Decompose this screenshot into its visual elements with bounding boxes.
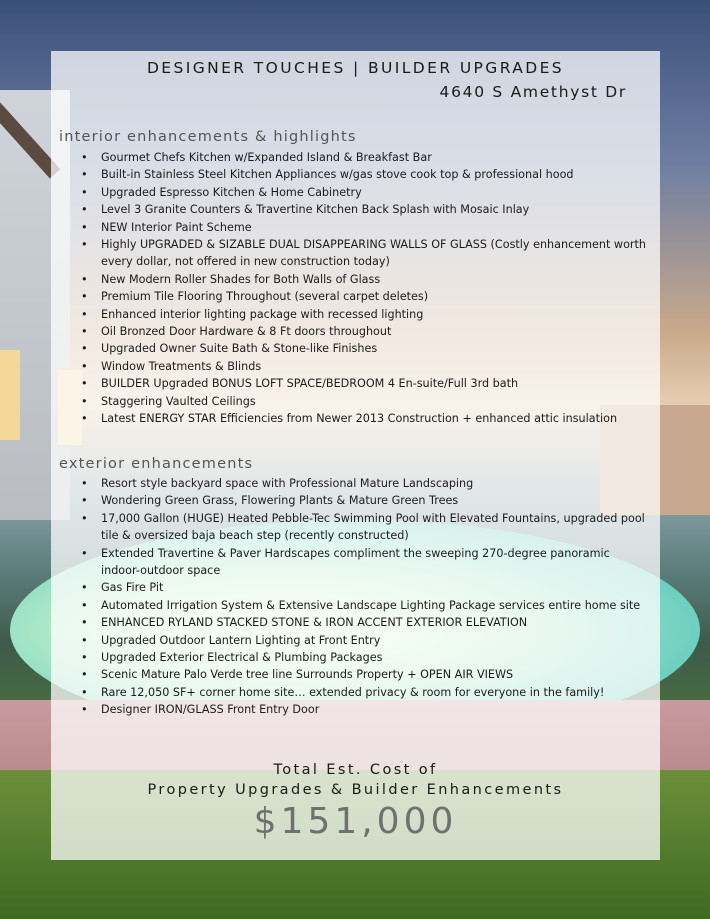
content-panel [51, 51, 660, 860]
page-heading: DESIGNER TOUCHES | BUILDER UPGRADES [146, 59, 565, 77]
list-item: • New Modern Roller Shades for Both Walls of Glass [81, 271, 646, 288]
list-item: • Rare 12,050 SF+ corner home site… extended privacy & room for everyone in the family! [81, 684, 646, 701]
list-item: • BUILDER Upgraded BONUS LOFT SPACE/BEDROOM 4 En-suite/Full 3rd bath [81, 375, 646, 392]
list-item: • Designer IRON/GLASS Front Entry Door [81, 701, 646, 718]
total-label-line2: Property Upgrades & Builder Enhancements [147, 782, 564, 798]
list-item: • NEW Interior Paint Scheme [81, 219, 646, 236]
list-item: • Premium Tile Flooring Throughout (several carpet deletes) [81, 288, 646, 305]
list-item: • Staggering Vaulted Ceilings [81, 393, 646, 410]
list-item: • Enhanced interior lighting package with recessed lighting [81, 306, 646, 323]
list-item: • Latest ENERGY STAR Efficiencies from Newer 2013 Construction + enhanced attic insulation [81, 410, 646, 427]
total-cost-value: $151,000 [253, 801, 458, 842]
lit-window [0, 350, 20, 440]
list-item: • Wondering Green Grass, Flowering Plants & Mature Green Trees [81, 492, 646, 509]
list-item: • ENHANCED RYLAND STACKED STONE & IRON ACCENT EXTERIOR ELEVATION [81, 614, 646, 631]
list-item: • Gourmet Chefs Kitchen w/Expanded Island & Breakfast Bar [81, 149, 646, 166]
property-address: 4640 S Amethyst Dr [439, 83, 627, 101]
list-item: • Scenic Mature Palo Verde tree line Surrounds Property + OPEN AIR VIEWS [81, 666, 646, 683]
list-item: • Built-in Stainless Steel Kitchen Appliances w/gas stove cook top & professional hood [81, 166, 646, 183]
interior-section-title: interior enhancements & highlights [59, 129, 357, 145]
list-item: • Oil Bronzed Door Hardware & 8 Ft doors throughout [81, 323, 646, 340]
list-item: • Automated Irrigation System & Extensive Landscape Lighting Package services entire home site [81, 597, 646, 614]
list-item: • Gas Fire Pit [81, 579, 646, 596]
list-item: • Upgraded Exterior Electrical & Plumbing Packages [81, 649, 646, 666]
interior-list [81, 149, 646, 428]
list-item: • 17,000 Gallon (HUGE) Heated Pebble-Tec Swimming Pool with Elevated Fountains, upgraded pool tile & oversized baja beach step (recently constructed) [81, 510, 646, 545]
list-item: • Level 3 Granite Counters & Travertine Kitchen Back Splash with Mosaic Inlay [81, 201, 646, 218]
list-item: • Highly UPGRADED & SIZABLE DUAL DISAPPEARING WALLS OF GLASS (Costly enhancement worth every dollar, not offered in new construction today) [81, 236, 646, 271]
list-item: • Upgraded Outdoor Lantern Lighting at Front Entry [81, 632, 646, 649]
list-item: • Upgraded Espresso Kitchen & Home Cabinetry [81, 184, 646, 201]
total-label-line1: Total Est. Cost of [273, 762, 438, 778]
list-item: • Window Treatments & Blinds [81, 358, 646, 375]
list-item: • Resort style backyard space with Professional Mature Landscaping [81, 475, 646, 492]
list-item: • Extended Travertine & Paver Hardscapes compliment the sweeping 270-degree panoramic indoor-outdoor space [81, 545, 646, 580]
exterior-list [81, 475, 646, 719]
exterior-section-title: exterior enhancements [59, 456, 254, 472]
list-item: • Upgraded Owner Suite Bath & Stone-like Finishes [81, 340, 646, 357]
